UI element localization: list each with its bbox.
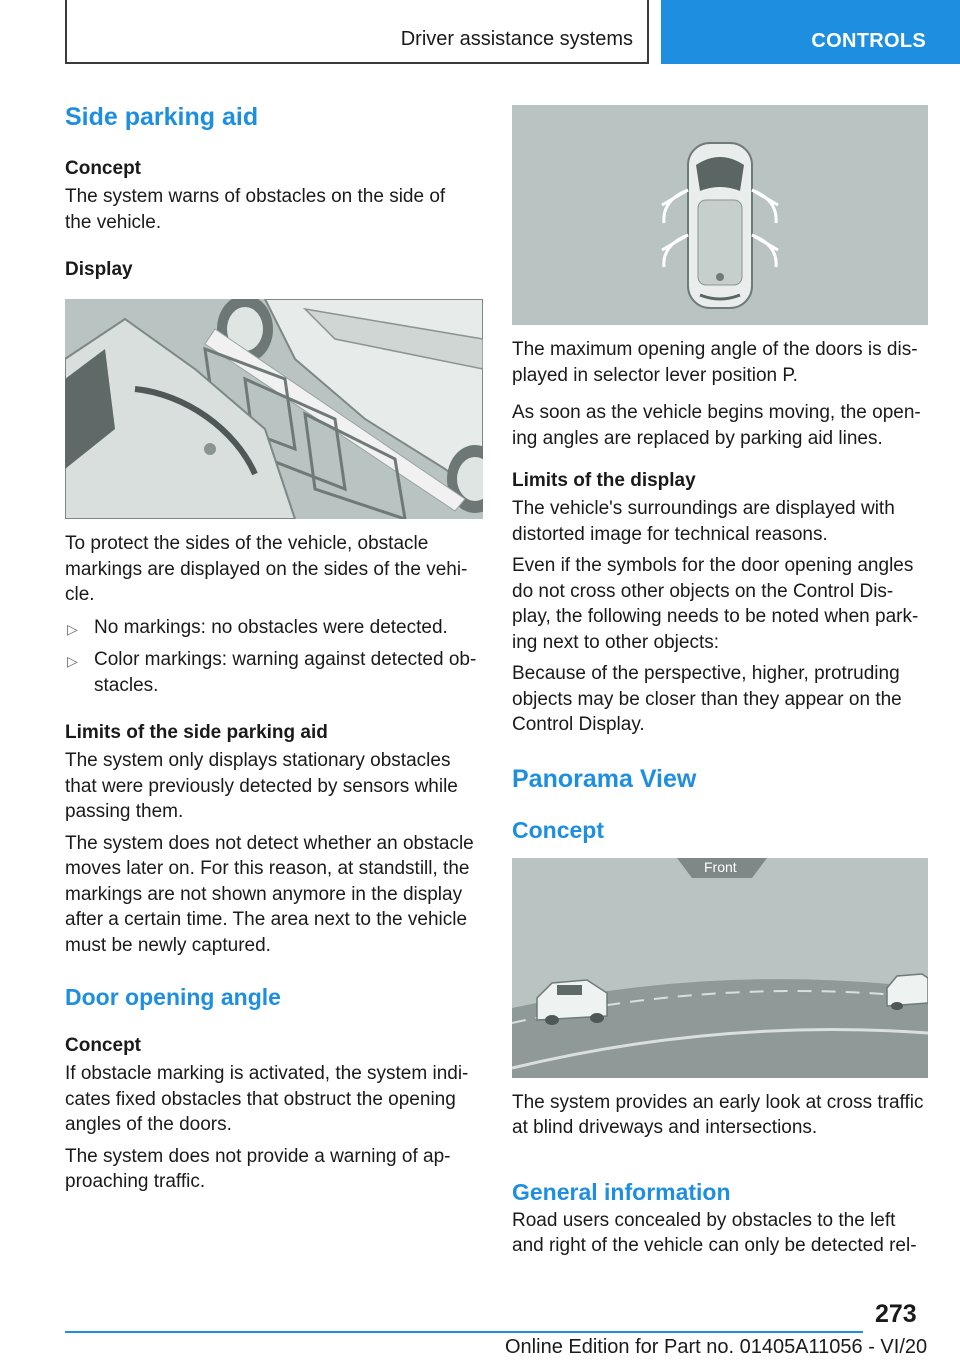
bullet-text: Color markings: warning against detected ob-: [94, 649, 477, 670]
edition-footer: Online Edition for Part no. 01405A11056 - VI/20: [505, 1336, 928, 1358]
limits-display-heading: Limits of the display: [512, 470, 696, 491]
protect-line: markings are displayed on the sides of the vehi-: [65, 558, 468, 580]
door-text-2: [65, 1144, 483, 1195]
limits-line: that were previously detected by sensors while: [65, 775, 458, 797]
moving-text: [512, 400, 930, 451]
page-number: 273: [875, 1300, 917, 1328]
moving-line: As soon as the vehicle begins moving, the open-: [512, 402, 921, 423]
limits-display-line: objects may be closer than they appear on the: [512, 688, 902, 710]
limits-display-line: Because of the perspective, higher, protruding: [512, 663, 900, 684]
max-angle-line: The maximum opening angle of the doors is dis-: [512, 339, 918, 360]
protect-line: To protect the sides of the vehicle, obstacle: [65, 533, 429, 554]
limits-display-line: play, the following needs to be noted when park-: [512, 606, 919, 627]
panorama-concept-heading: Concept: [512, 816, 604, 843]
limits-display-text-1: [512, 496, 930, 547]
triangle-bullet-icon: ▷: [67, 620, 78, 637]
marking-bullet-list: [65, 615, 483, 699]
door-text-1: [65, 1061, 483, 1138]
bullet-item: [65, 615, 483, 641]
limits-line: The system does not detect whether an obstacle: [65, 832, 474, 854]
door-opening-angle-heading: Door opening angle: [65, 984, 281, 1010]
limits-display-text-2: [512, 553, 930, 655]
concept-line: The system warns of obstacles on the side of: [65, 186, 446, 207]
protect-text: [65, 531, 483, 608]
max-angle-line: played in selector lever position P.: [512, 364, 798, 386]
door-line: proaching traffic.: [65, 1171, 206, 1192]
side-parking-illustration: [65, 299, 483, 519]
left-column: [65, 100, 483, 1195]
general-text: [512, 1208, 930, 1259]
bullet-text: No markings: no obstacles were detected.: [94, 616, 448, 638]
limits-display-text-3: [512, 661, 930, 738]
section-title: Driver assistance systems: [400, 28, 633, 50]
limits-text-2: [65, 831, 483, 959]
limits-line: markings are not shown anymore in the display: [65, 883, 463, 905]
side-parking-aid-heading: Side parking aid: [65, 103, 259, 131]
limits-side-parking-heading: Limits of the side parking aid: [65, 722, 328, 743]
limits-line: The system only displays stationary obstacles: [65, 750, 451, 771]
limits-display-line: ing next to other objects:: [512, 631, 720, 653]
bullet-text: stacles.: [94, 674, 159, 696]
limits-display-line: Even if the symbols for the door opening angles: [512, 555, 914, 576]
bullet-item: [65, 647, 483, 698]
panorama-view-heading: Panorama View: [512, 764, 697, 793]
door-line: cates fixed obstacles that obstruct the opening: [65, 1088, 456, 1110]
protect-line: cle.: [65, 584, 95, 605]
limits-line: must be newly captured.: [65, 934, 271, 956]
panorama-line: at blind driveways and intersections.: [512, 1117, 818, 1138]
panorama-text: [512, 1090, 930, 1141]
limits-display-line: do not cross other objects on the Control Dis-: [512, 580, 894, 602]
door-line: The system does not provide a warning of ap-: [65, 1145, 451, 1167]
panorama-svg: [512, 858, 928, 1078]
chapter-title: CONTROLS: [811, 30, 926, 52]
right-column: [512, 105, 930, 1259]
triangle-bullet-icon: ▷: [67, 653, 78, 669]
door-line: If obstacle marking is activated, the system indi-: [65, 1063, 469, 1084]
door-line: angles of the doors.: [65, 1114, 232, 1135]
door-concept-heading: Concept: [65, 1035, 141, 1056]
limits-line: passing them.: [65, 801, 184, 822]
general-information-heading: General information: [512, 1178, 731, 1205]
panorama-view-illustration: [512, 858, 928, 1078]
concept-line: the vehicle.: [65, 211, 162, 233]
door-opening-angle-illustration: [512, 105, 928, 325]
limits-display-line: Control Display.: [512, 714, 645, 735]
limits-line: moves later on. For this reason, at standstill, the: [65, 858, 470, 879]
running-header-section: [65, 0, 649, 64]
limits-display-line: The vehicle's surroundings are displayed with: [512, 498, 895, 519]
general-line: and right of the vehicle can only be detected rel-: [512, 1235, 917, 1256]
general-line: Road users concealed by obstacles to the left: [512, 1209, 896, 1231]
door-angle-svg: [512, 105, 928, 325]
side-parking-svg: [65, 299, 483, 519]
footer-divider: [65, 1331, 863, 1333]
limits-line: after a certain time. The area next to the vehicle: [65, 909, 468, 930]
moving-line: ing angles are replaced by parking aid lines.: [512, 427, 883, 449]
limits-display-line: distorted image for technical reasons.: [512, 523, 828, 545]
max-angle-text: [512, 337, 930, 388]
limits-text-1: [65, 748, 483, 825]
panorama-line: The system provides an early look at cross traffic: [512, 1091, 924, 1113]
concept-text: [65, 184, 483, 235]
display-heading: Display: [65, 259, 133, 280]
front-label: Front: [704, 858, 737, 875]
running-header-chapter-tab: [661, 0, 960, 64]
concept-heading: Concept: [65, 158, 141, 179]
